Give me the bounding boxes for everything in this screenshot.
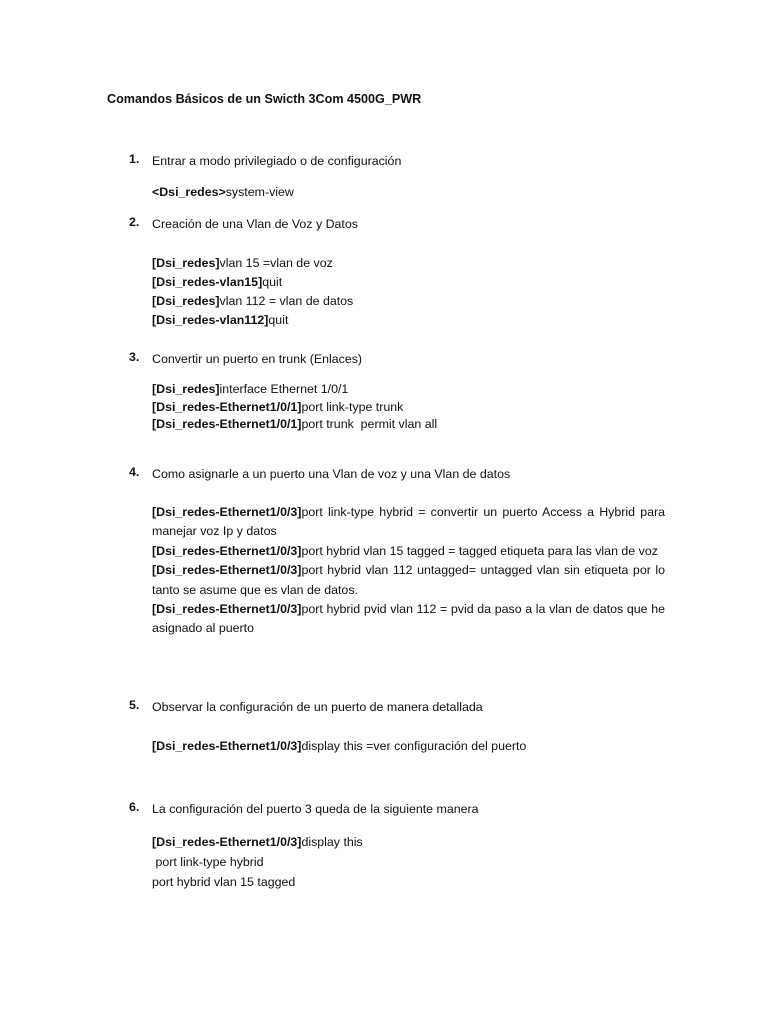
command-text: port hybrid vlan 112 untagged= untagged vlan sin etiqueta por lo tanto se asume que es vlan de datos. (152, 563, 665, 597)
command-text: system-view (225, 185, 294, 199)
command-text: port hybrid vlan 15 tagged (152, 875, 296, 889)
command-line (152, 399, 669, 417)
command-prompt: [Dsi_redes-vlan112] (152, 313, 269, 327)
section-number: 6. (129, 800, 140, 814)
command-text: vlan 112 = vlan de datos (219, 294, 354, 308)
command-prompt: [Dsi_redes-Ethernet1/0/1] (152, 417, 302, 431)
document-title: Comandos Básicos de un Swicth 3Com 4500G_PWR (107, 92, 422, 106)
section-5 (129, 698, 669, 756)
section-2 (129, 215, 669, 330)
command-text: display this (301, 835, 363, 849)
command-line (152, 832, 669, 852)
command-line (152, 503, 665, 542)
section-heading: Observar la configuración de un puerto de manera detallada (152, 700, 483, 714)
command-prompt: <Dsi_redes> (152, 185, 226, 199)
section-3 (129, 350, 669, 434)
command-line (152, 542, 665, 561)
command-block (152, 254, 669, 330)
section-4 (129, 465, 669, 639)
section-number: 2. (129, 215, 140, 229)
command-text: port link-type hybrid (152, 855, 264, 869)
command-block (152, 737, 669, 756)
command-prompt: [Dsi_redes-Ethernet1/0/3] (152, 739, 302, 753)
section-heading: Creación de una Vlan de Voz y Datos (152, 217, 358, 231)
command-text: interface Ethernet 1/0/1 (219, 382, 349, 396)
command-line (152, 737, 669, 756)
command-prompt: [Dsi_redes-vlan15] (152, 275, 263, 289)
section-heading: La configuración del puerto 3 queda de la siguiente manera (152, 802, 479, 816)
section-number: 3. (129, 350, 140, 364)
section-number: 1. (129, 152, 140, 166)
section-number: 4. (129, 465, 140, 479)
command-line (152, 872, 669, 892)
command-text: port hybrid pvid vlan 112 = pvid da paso a la vlan de datos que he asignado al puerto (152, 602, 665, 636)
command-line (152, 600, 665, 639)
command-text: quit (268, 313, 289, 327)
command-prompt: [Dsi_redes-Ethernet1/0/3] (152, 543, 302, 558)
command-text: port link-type hybrid = convertir un puerto Access a Hybrid para manejar voz Ip y datos (152, 505, 665, 539)
command-line (152, 311, 669, 330)
command-text: port hybrid vlan 15 tagged = tagged etiqueta para las vlan de voz (301, 543, 658, 558)
command-prompt: [Dsi_redes] (152, 382, 220, 396)
command-text: vlan 15 =vlan de voz (219, 256, 333, 270)
section-heading: Como asignarle a un puerto una Vlan de voz y una Vlan de datos (152, 467, 511, 481)
command-prompt: [Dsi_redes-Ethernet1/0/3] (152, 505, 302, 519)
command-text: port link-type trunk (301, 399, 404, 414)
section-6 (129, 800, 669, 892)
command-line (152, 381, 669, 399)
command-text: display this =ver configuración del puerto (301, 739, 527, 753)
command-prompt: [Dsi_redes] (152, 294, 220, 308)
command-line (152, 254, 669, 273)
command-line (152, 183, 669, 202)
section-number: 5. (129, 698, 140, 712)
command-line (152, 273, 669, 292)
section-heading: Entrar a modo privilegiado o de configuración (152, 154, 402, 168)
command-text: quit (262, 275, 283, 289)
section-1 (129, 152, 669, 202)
command-block (152, 503, 665, 639)
command-block (152, 381, 669, 434)
command-block (152, 183, 669, 202)
command-text: port trunk permit vlan all (301, 417, 438, 431)
command-block (152, 832, 669, 892)
command-line (152, 416, 669, 434)
command-line (152, 561, 665, 600)
command-prompt: [Dsi_redes] (152, 256, 220, 270)
command-prompt: [Dsi_redes-Ethernet1/0/3] (152, 835, 302, 849)
command-line (152, 852, 669, 872)
command-prompt: [Dsi_redes-Ethernet1/0/3] (152, 602, 302, 617)
command-line (152, 292, 669, 311)
section-heading: Convertir un puerto en trunk (Enlaces) (152, 352, 363, 366)
command-prompt: [Dsi_redes-Ethernet1/0/1] (152, 399, 302, 414)
command-prompt: [Dsi_redes-Ethernet1/0/3] (152, 563, 302, 578)
